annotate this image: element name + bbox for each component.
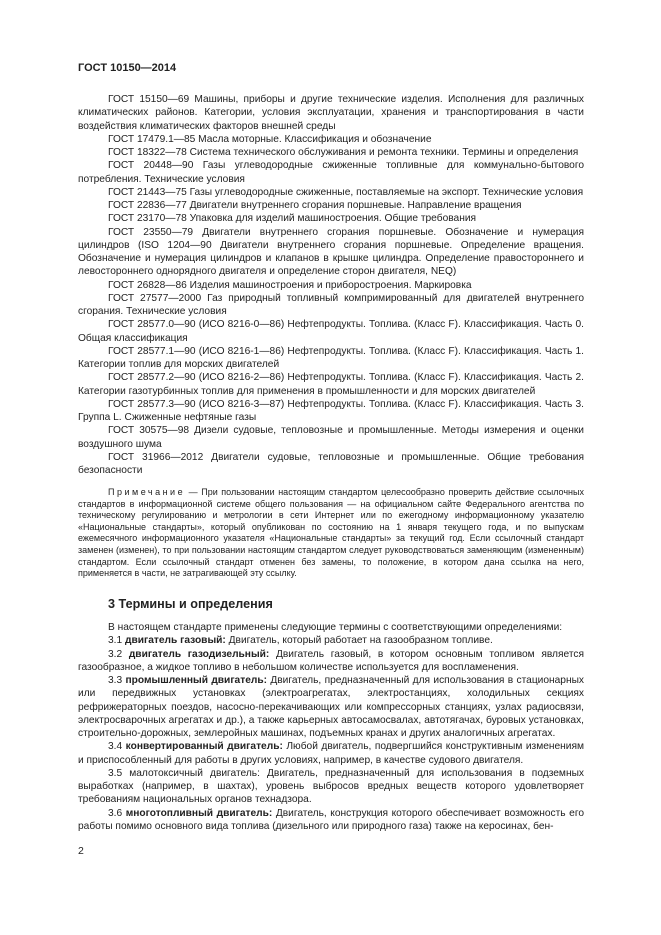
reference-item: ГОСТ 17479.1—85 Масла моторные. Классификация и обозначение	[108, 133, 432, 145]
reference-item: ГОСТ 21443—75 Газы углеводородные сжиженные, поставляемые на экспорт. Технические условия	[108, 186, 584, 198]
terms-list	[78, 621, 584, 833]
term-name: промышленный двигатель:	[125, 675, 268, 686]
term-definition: 3.2 двигатель газодизельный: Двигатель газовый, в котором основным топливом является газообразное, а жидкое топливо в небольшом количестве используется для воспламенения.	[78, 648, 584, 673]
term-text: Двигатель, который работает на газообразном топливе.	[225, 635, 493, 647]
document-header: ГОСТ 10150—2014	[78, 62, 177, 74]
term-text: Двигатель газовый, в котором основным топливом является газообразное, а жидкое топливо в небольшом количестве используется для воспламенения.	[78, 648, 584, 673]
reference-item: ГОСТ 27577—2000 Газ природный топливный компримированный для двигателей внутреннего сгорания. Технические условия	[78, 292, 584, 317]
reference-item: ГОСТ 23170—78 Упаковка для изделий машиностроения. Общие требования	[108, 213, 477, 225]
reference-item: ГОСТ 28577.0—90 (ИСО 8216-0—86) Нефтепродукты. Топлива. (Класс F). Классификация. Часть 0. Общая классификация	[78, 319, 584, 344]
term-text: Любой двигатель, подвергшийся конструктивным изменениям и приспособленный для работы в других условиях, например, в качестве судового двигателя.	[78, 741, 584, 766]
term-text: Двигатель, предназначенный для использования в стационарных или передвижных установках (электроагрегатах, электростанциях, холодильных секциях рефрижераторных поездов, насосно-перекачивающих или компрессорных станциях, узлах радиосвязи, электросварочных агрегатах и др.), а также карьерных автосамосвалах, автотягачах, буровых установках, строительно-дорожных, землеройных машинах, подъемных кранах и других аналогичных агрегатах.	[78, 675, 585, 739]
note-label: Примечание	[108, 487, 186, 497]
term-text: Двигатель, предназначенный для использования в подземных выработках (например, в шахтах), уровень выбросов вредных веществ которого удовлетворяет требованиям национальных органов технадзора.	[78, 767, 584, 806]
term-text: Двигатель, конструкция которого обеспечивает возможность его работы помимо основного вида топлива (дизельного или природного газа) также на керосинах, бен-	[78, 807, 584, 832]
term-name: многотопливный двигатель:	[125, 807, 273, 819]
reference-item: ГОСТ 28577.3—90 (ИСО 8216-3—87) Нефтепродукты. Топлива. (Класс F). Классификация. Часть 3. Группа L. Сжиженные нефтяные газы	[78, 398, 584, 423]
reference-item: ГОСТ 31966—2012 Двигатели судовые, тепловозные и промышленные. Общие требования безопасности	[78, 451, 584, 476]
reference-item: ГОСТ 28577.1—90 (ИСО 8216-1—86) Нефтепродукты. Топлива. (Класс F). Классификация. Часть 1. Категории топлив для морских двигателей	[78, 345, 584, 370]
term-name: малотоксичный двигатель:	[129, 767, 260, 779]
term-definition: 3.3 промышленный двигатель: Двигатель, предназначенный для использования в стационарных или передвижных установках (электроагрегатах, электростанциях, холодильных секциях рефрижераторных поездов, насосно-перекачивающих или компрессорных станциях, узлах радиосвязи, электросварочных агрегатах и др.), а также карьерных автосамосвалах, автотягачах, буровых установках, строительно-дорожных, землеройных машинах, подъемных кранах и других аналогичных агрегатах.	[78, 675, 585, 739]
term-name: двигатель газодизельный:	[128, 648, 270, 660]
term-definition: 3.4 конвертированный двигатель: Любой двигатель, подвергшийся конструктивным изменениям и приспособленный для работы в других условиях, например, в качестве судового двигателя.	[78, 741, 584, 766]
term-name: конвертированный двигатель:	[125, 741, 283, 753]
reference-item: ГОСТ 20448—90 Газы углеводородные сжиженные топливные для коммунально-бытового потребления. Технические условия	[78, 160, 584, 185]
reference-item: ГОСТ 22836—77 Двигатели внутреннего сгорания поршневые. Направление вращения	[108, 200, 522, 211]
page-number: 2	[78, 845, 84, 857]
term-definition: 3.6 многотопливный двигатель: Двигатель, конструкция которого обеспечивает возможность его работы помимо основного вида топлива (дизельного или природного газа) также на керосинах, бен-	[78, 807, 584, 832]
reference-item: ГОСТ 15150—69 Машины, приборы и другие технические изделия. Исполнения для различных климатических районов. Категории, условия эксплуатации, хранения и транспортирования в части воздействия климатических факторов внешней среды	[78, 94, 584, 132]
reference-item: ГОСТ 23550—79 Двигатели внутреннего сгорания поршневые. Обозначение и нумерация цилиндров (ISO 1204—90 Двигатели внутреннего сгорания поршневые. Определение вращения. Обозначение и нумерация цилиндров и клапанов в крышке цилиндра. Определение правостороннего и левостороннего однорядного двигателя и определение сторон двигателя, NEQ)	[78, 226, 584, 278]
normative-references	[78, 93, 584, 477]
term-name: двигатель газовый:	[125, 635, 226, 647]
reference-item: ГОСТ 18322—78 Система технического обслуживания и ремонта техники. Термины и определения	[108, 147, 579, 158]
note-text: — При пользовании настоящим стандартом целесообразно проверить действие ссылочных стандартов в информационной системе общего пользования — на официальном сайте Федерального агентства по техническому регулированию и метрологии в сети Интернет или по ежегодному информационному указателю «Национальные стандарты», который опубликован по состоянию на 1 января текущего года, и по выпускам ежемесячного информационного указателя «Национальные стандарты» за текущий год. Если ссылочный стандарт заменен (изменен), то при пользовании настоящим стандартом следует руководствоваться заменяющим (измененным) стандартом. Если ссылочный стандарт отменен без замены, то положение, в котором дана ссылка на него, применяется в части, не затрагивающей эту ссылку.	[78, 487, 584, 579]
reference-item: ГОСТ 30575—98 Дизели судовые, тепловозные и промышленные. Методы измерения и оценки воздушного шума	[78, 425, 584, 450]
term-definition: 3.1 двигатель газовый: Двигатель, который работает на газообразном топливе.	[108, 635, 493, 647]
note-paragraph	[78, 487, 584, 580]
note-block	[78, 487, 584, 580]
section-intro: В настоящем стандарте применены следующие термины с соответствующими определениями:	[108, 622, 563, 633]
term-definition: 3.5 малотоксичный двигатель: Двигатель, предназначенный для использования в подземных выработках (например, в шахтах), уровень выбросов вредных веществ которого удовлетворяет требованиям национальных органов технадзора.	[78, 767, 584, 806]
reference-item: ГОСТ 28577.2—90 (ИСО 8216-2—86) Нефтепродукты. Топлива. (Класс F). Классификация. Часть 2. Категории газотурбинных топлив для применения в промышленности и для морских двигателей	[78, 372, 584, 397]
section-title: 3 Термины и определения	[108, 597, 273, 611]
reference-item: ГОСТ 26828—86 Изделия машиностроения и приборостроения. Маркировка	[108, 279, 472, 291]
